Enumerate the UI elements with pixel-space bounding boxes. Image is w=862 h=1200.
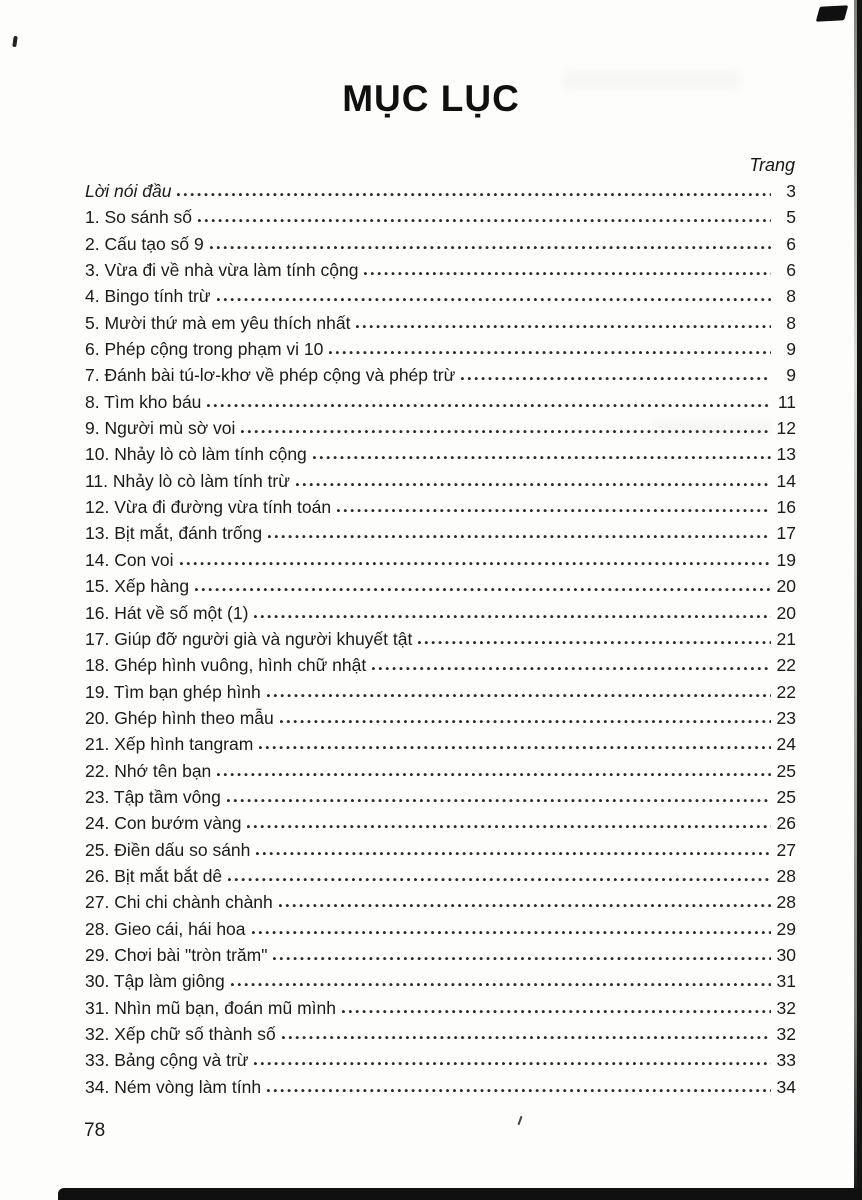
toc-entry: [85, 444, 796, 470]
toc-entry-label: 19. Tìm bạn ghép hình: [85, 681, 261, 702]
toc-entry-page: 12: [776, 418, 796, 439]
toc-entry-page: 5: [786, 207, 796, 228]
toc-entry-label: Lời nói đầu: [85, 181, 172, 201]
dot-leader: [198, 219, 771, 223]
toc-entry-page: 31: [776, 971, 796, 992]
toc-entry-page: 26: [776, 813, 796, 834]
toc-entry-page: 23: [776, 707, 796, 728]
toc-entry-label: 5. Mười thứ mà em yêu thích nhất: [85, 312, 351, 333]
dot-leader: [207, 404, 771, 408]
toc-entry-label: 24. Con bướm vàng: [85, 813, 242, 834]
toc-entry-page: 9: [786, 365, 796, 386]
dot-leader: [267, 694, 771, 698]
toc-entry-label: 8. Tìm kho báu: [85, 391, 202, 412]
toc-entry: [85, 787, 796, 813]
toc-entry: [85, 629, 796, 655]
toc-entry: [85, 576, 796, 602]
toc-entry: [85, 840, 796, 866]
dot-leader: [217, 773, 771, 777]
dot-leader: [342, 1010, 771, 1014]
toc-entry-page: 8: [786, 312, 796, 333]
toc-entry-page: 22: [776, 655, 796, 676]
dot-leader: [356, 325, 771, 329]
footer-page-number: 78: [84, 1120, 106, 1141]
toc-entry: [85, 392, 796, 418]
toc-entry-label: 31. Nhìn mũ bạn, đoán mũ mình: [85, 997, 336, 1018]
toc-entry: [85, 471, 796, 497]
toc-entry: [85, 734, 796, 760]
dot-leader: [180, 562, 771, 566]
dot-leader: [267, 1089, 771, 1093]
toc-entry-page: 20: [776, 602, 796, 623]
toc-entry: [85, 945, 796, 971]
toc-entry-page: 32: [776, 1024, 796, 1044]
toc-entry-label: 3. Vừa đi về nhà vừa làm tính cộng: [85, 260, 359, 281]
dot-leader: [364, 272, 771, 276]
toc-entry: [85, 313, 796, 339]
toc-entry-page: 3: [786, 181, 796, 201]
toc-entry: [85, 1050, 796, 1076]
toc-entry-label: 11. Nhảy lò cò làm tính trừ: [85, 470, 290, 491]
toc-entry-label: 17. Giúp đỡ người già và người khuyết tật: [85, 628, 413, 649]
toc-entry-label: 9. Người mù sờ voi: [85, 418, 236, 439]
toc-entry-label: 28. Gieo cái, hái hoa: [85, 918, 246, 939]
toc-entry-label: 22. Nhớ tên bạn: [85, 760, 212, 781]
toc-entry-page: 30: [776, 944, 796, 965]
dot-leader: [254, 615, 771, 619]
toc-entry-page: 14: [776, 470, 796, 491]
dot-leader: [268, 535, 771, 539]
toc-entry-label: 6. Phép cộng trong phạm vi 10: [85, 339, 324, 360]
page-title: MỤC LỤC: [342, 78, 520, 119]
toc-entry-page: 16: [776, 497, 796, 518]
toc-entry-label: 32. Xếp chữ số thành số: [85, 1024, 276, 1044]
toc-entry: [85, 603, 796, 629]
toc-entry-page: 19: [776, 549, 796, 570]
toc-entry-page: 6: [786, 260, 796, 281]
dot-leader: [329, 351, 771, 355]
toc-entry-label: 20. Ghép hình theo mẫu: [85, 707, 274, 728]
toc-entry-page: 28: [776, 892, 796, 913]
dot-leader: [282, 1036, 771, 1040]
dot-leader: [256, 852, 771, 856]
toc-entry: [85, 365, 796, 391]
toc-entry: [85, 339, 796, 365]
toc-entry-label: 26. Bịt mắt bắt dê: [85, 865, 223, 886]
toc-entry: [85, 207, 796, 233]
toc-entry-page: 22: [776, 681, 796, 702]
dot-leader: [280, 720, 771, 724]
toc-entry: [85, 866, 796, 892]
dot-leader: [217, 298, 771, 302]
toc-entry: [85, 761, 796, 787]
toc-list: [85, 181, 796, 1103]
toc-entry-page: 25: [776, 760, 796, 781]
dot-leader: [254, 1062, 771, 1066]
toc-entry-page: 32: [776, 997, 796, 1018]
toc-entry-page: 25: [776, 786, 796, 807]
toc-entry-label: 16. Hát về số một (1): [85, 602, 249, 623]
dot-leader: [247, 825, 771, 829]
dot-leader: [418, 641, 771, 645]
toc-entry-page: 9: [786, 339, 796, 360]
toc-entry-page: 28: [776, 865, 796, 886]
toc-entry-label: 1. So sánh số: [85, 207, 193, 228]
toc-entry: [85, 497, 796, 523]
toc-entry-label: 30. Tập làm giông: [85, 971, 225, 992]
dot-leader: [210, 246, 771, 250]
toc-entry: [85, 682, 796, 708]
page-column-header: Trang: [749, 155, 795, 175]
dot-leader: [461, 377, 771, 381]
toc-entry: [85, 550, 796, 576]
toc-entry-page: 20: [776, 576, 796, 597]
dot-leader: [177, 193, 771, 197]
dot-leader: [337, 509, 771, 513]
toc-entry: [85, 892, 796, 918]
toc-entry: [85, 919, 796, 945]
dot-leader: [296, 483, 771, 487]
dot-leader: [273, 957, 771, 961]
toc-entry-page: 24: [776, 734, 796, 755]
toc-entry: [85, 1077, 796, 1103]
toc-entry-page: 33: [776, 1050, 796, 1071]
toc-entry-page: 21: [776, 628, 796, 649]
toc-entry-label: 34. Ném vòng làm tính: [85, 1076, 262, 1097]
dot-leader: [195, 588, 771, 592]
dot-leader: [227, 799, 771, 803]
toc-entry: [85, 813, 796, 839]
toc-entry-label: 21. Xếp hình tangram: [85, 734, 254, 755]
scan-edge-right: [857, 0, 862, 1200]
scan-edge-bottom: [58, 1188, 862, 1200]
scan-speck: [518, 1116, 523, 1125]
toc-entry-label: 4. Bingo tính trừ: [85, 286, 211, 307]
toc-entry: [85, 234, 796, 260]
toc-entry-label: 12. Vừa đi đường vừa tính toán: [85, 497, 332, 518]
toc-entry-page: 27: [776, 839, 796, 860]
scan-mark-top-right: [816, 5, 849, 21]
bleed-through-smudge: [652, 420, 772, 436]
toc-entry: [85, 998, 796, 1024]
toc-entry: [85, 1024, 796, 1050]
toc-entry: [85, 181, 796, 207]
toc-entry: [85, 655, 796, 681]
dot-leader: [231, 983, 771, 987]
scan-speck: [12, 36, 17, 47]
toc-entry: [85, 260, 796, 286]
toc-entry: [85, 708, 796, 734]
dot-leader: [372, 667, 771, 671]
toc-entry-page: 8: [786, 286, 796, 307]
toc-entry-label: 2. Cấu tạo số 9: [85, 233, 204, 254]
toc-entry: [85, 523, 796, 549]
toc-entry: [85, 286, 796, 312]
toc-entry-page: 34: [776, 1076, 796, 1097]
dot-leader: [259, 746, 771, 750]
toc-entry-label: 18. Ghép hình vuông, hình chữ nhật: [85, 655, 367, 676]
toc-entry-label: 7. Đánh bài tú-lơ-khơ về phép cộng và phép trừ: [85, 365, 456, 386]
toc-entry: [85, 971, 796, 997]
dot-leader: [279, 904, 771, 908]
bleed-through-smudge: [562, 70, 742, 90]
toc-entry-label: 14. Con voi: [85, 549, 174, 570]
toc-entry-label: 15. Xếp hàng: [85, 576, 190, 597]
dot-leader: [228, 878, 771, 882]
toc-entry-page: 11: [777, 391, 796, 412]
dot-leader: [252, 931, 771, 935]
toc-entry-label: 10. Nhảy lò cò làm tính cộng: [85, 444, 307, 465]
toc-entry-label: 29. Chơi bài "tròn trăm": [85, 944, 268, 965]
toc-entry-page: 29: [776, 918, 796, 939]
toc-entry-label: 27. Chi chi chành chành: [85, 892, 273, 913]
toc-entry-page: 13: [776, 444, 796, 465]
toc-entry-label: 13. Bịt mắt, đánh trống: [85, 523, 263, 544]
toc-entry-label: 25. Điền dấu so sánh: [85, 839, 251, 860]
toc-entry-page: 6: [786, 233, 796, 254]
toc-entry-label: 23. Tập tầm vông: [85, 786, 221, 807]
toc-entry-page: 17: [776, 523, 796, 544]
toc-entry-label: 33. Bảng cộng và trừ: [85, 1050, 249, 1071]
dot-leader: [313, 456, 771, 460]
